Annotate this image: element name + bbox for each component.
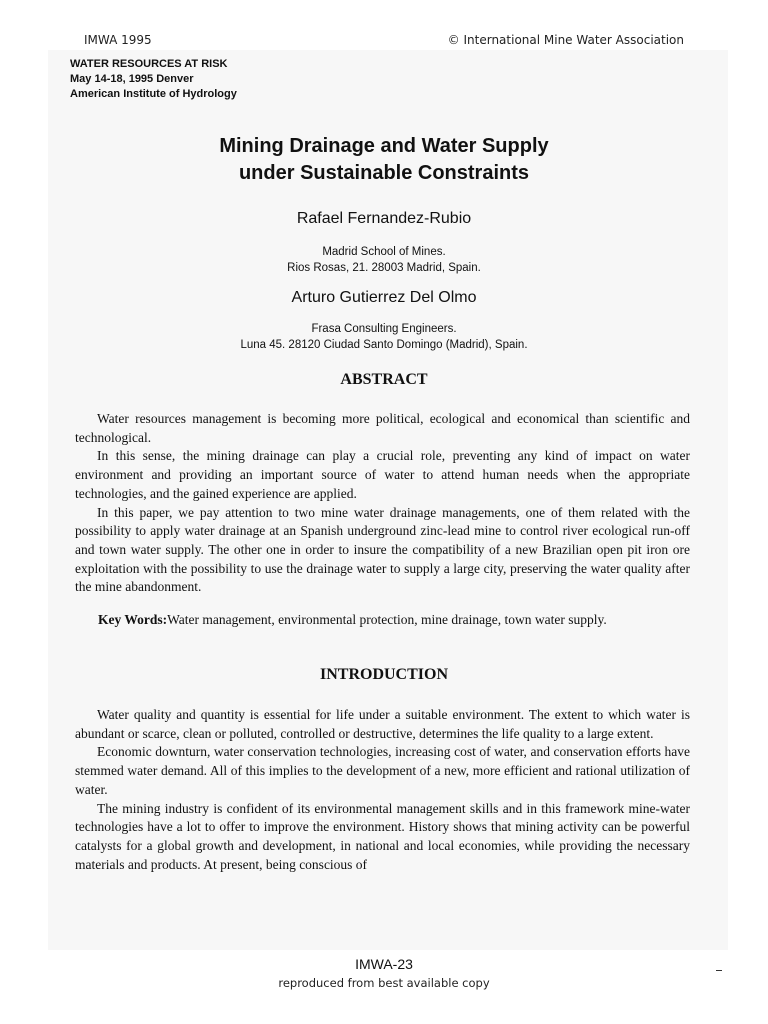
keywords-text: Water management, environmental protection, mine drainage, town water supply. <box>167 612 607 627</box>
conference-line: May 14-18, 1995 Denver <box>70 73 194 85</box>
affiliation-line: Luna 45. 28120 Ciudad Santo Domingo (Madrid), Spain. <box>240 339 528 351</box>
introduction-paragraph: The mining industry is confident of its environmental management skills and in this framework mine-water technologies have a lot to offer to improve the environment. History shows that mining activity can be powerful catalysts for a global growth and development, in national and local economies, while providing the necessary materials and products. At present, being conscious of <box>75 800 690 872</box>
abstract-paragraph: In this sense, the mining drainage can play a crucial role, preventing any kind of impact on water environment and providing an important source of water to attend human needs when the appropriate technologies, and the gained experience are applied. <box>75 448 690 501</box>
page-number: IMWA-23 <box>355 956 413 972</box>
header-left: IMWA 1995 <box>84 33 152 47</box>
affiliation-line: Rios Rosas, 21. 28003 Madrid, Spain. <box>287 262 481 274</box>
conference-info <box>70 57 237 102</box>
introduction-heading: INTRODUCTION <box>319 666 448 683</box>
conference-line: American Institute of Hydrology <box>70 88 237 100</box>
introduction-paragraph: Economic downturn, water conservation technologies, increasing cost of water, and conservation efforts have stemmed water demand. All of this implies to the development of a new, more efficient and rational utilization of water. <box>75 744 690 797</box>
abstract-heading: ABSTRACT <box>340 371 428 388</box>
keywords-label: Key Words: <box>98 612 168 627</box>
abstract-paragraph: Water resources management is becoming more political, ecological and economical than scientific and technological. <box>75 411 690 445</box>
introduction-body <box>75 706 690 874</box>
author-name: Arturo Gutierrez Del Olmo <box>291 289 477 306</box>
title-line: under Sustainable Constraints <box>238 162 530 184</box>
abstract-paragraph: In this paper, we pay attention to two mine water drainage managements, one of them related with the possibility to apply water drainage at an Spanish underground zinc-lead mine to control river ecological run-off and town water supply. The other one in order to insure the compatibility of a new Brazilian open pit iron ore exploitation with the possibility to use the drainage water to supply a large city, preserving the water quality after the mine abandonment. <box>75 504 690 595</box>
abstract-body <box>75 410 690 597</box>
author-affiliation <box>0 321 768 353</box>
reproduction-note: reproduced from best available copy <box>278 976 490 990</box>
scan-mark <box>716 970 722 971</box>
header-right: © International Mine Water Association <box>447 33 684 47</box>
title-line: Mining Drainage and Water Supply <box>219 135 549 157</box>
affiliation-line: Madrid School of Mines. <box>322 246 446 258</box>
introduction-paragraph: Water quality and quantity is essential for life under a suitable environment. The extent to which water is abundant or scarce, clean or polluted, controlled or destructive, determines the life quality to a large extent. <box>75 707 690 741</box>
author-name: Rafael Fernandez-Rubio <box>296 210 472 227</box>
paper-title <box>0 133 768 187</box>
affiliation-line: Frasa Consulting Engineers. <box>311 323 457 335</box>
keywords <box>98 612 607 628</box>
author-affiliation <box>0 244 768 276</box>
conference-line: WATER RESOURCES AT RISK <box>70 58 228 70</box>
